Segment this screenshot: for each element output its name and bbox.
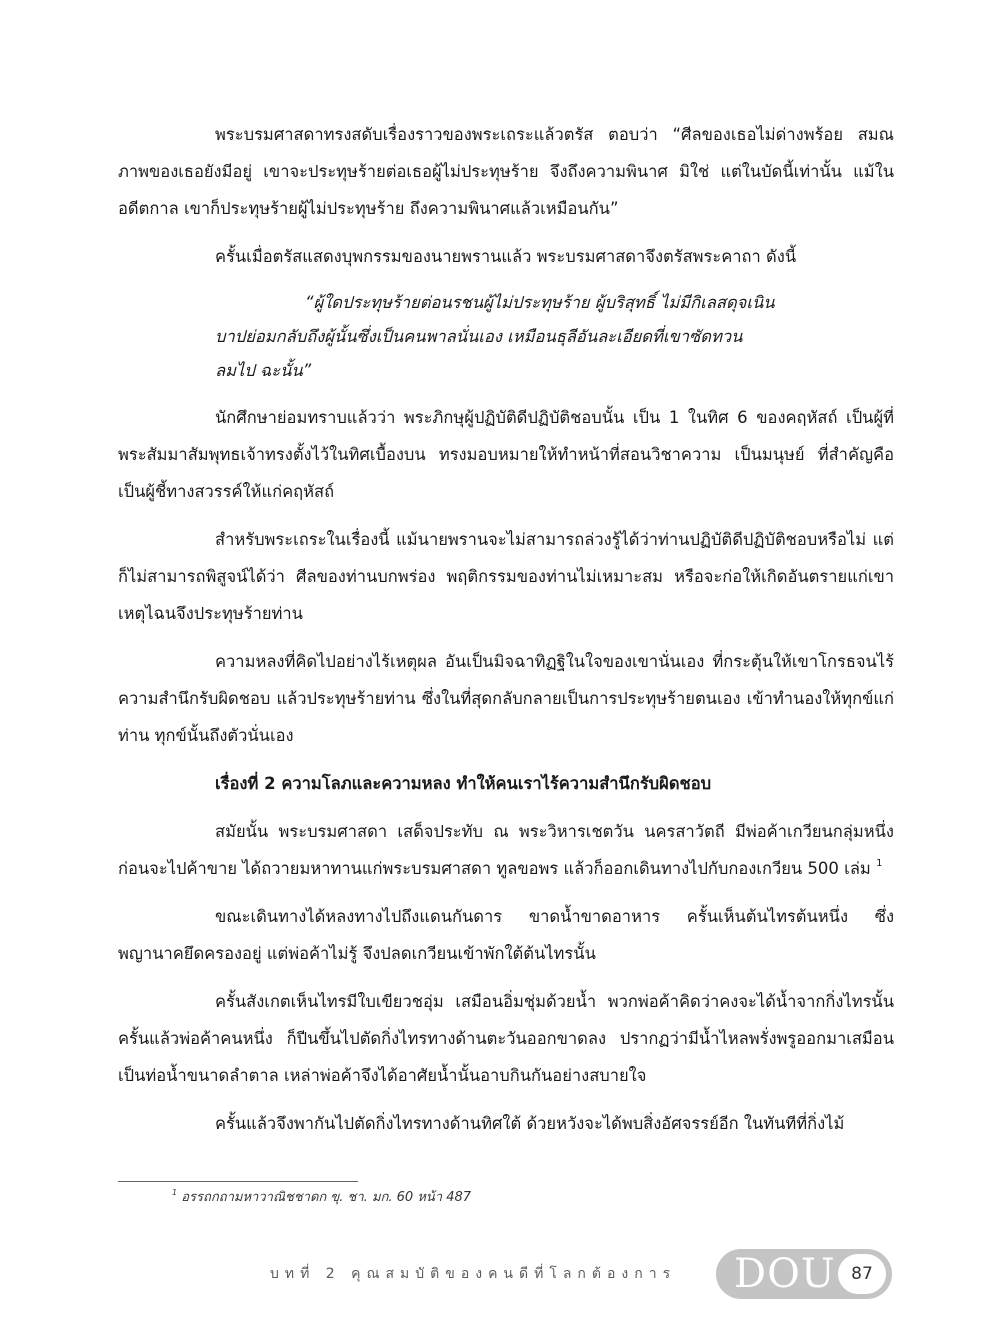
footnote <box>172 1188 471 1208</box>
verse-line: “ผู้ใดประทุษร้ายต่อนรชนผู้ไม่ประทุษร้าย ผู้บริสุทธิ์ ไม่มีกิเลสดุจเนิน <box>305 293 775 312</box>
paragraph: ครั้นแล้วจึงพากันไปตัดกิ่งไทรทางด้านทิศใต้ ด้วยหวังจะได้พบสิ่งอัศจรรย์อีก ในทันทีที่กิ่งไม้ <box>215 1114 845 1133</box>
dou-logo: DOU <box>734 1251 836 1297</box>
chapter-title-footer: บทที่ 2 คุณสมบัติของคนดีที่โลกต้องการ <box>270 1266 677 1282</box>
body-text <box>118 116 894 1153</box>
paragraph: ครั้นเมื่อตรัสแสดงบุพกรรมของนายพรานแล้ว พระบรมศาสดาจึงตรัสพระคาถา ดังนี้ <box>215 247 797 266</box>
footnote-reference: 1 <box>876 858 883 869</box>
paragraph: ครั้นสังเกตเห็นไทรมีใบเขียวชอุ่ม เสมือนอิ่มชุ่มด้วยน้ำ พวกพ่อค้าคิดว่าคงจะได้น้ำจากกิ่งไทรนั้น ครั้นแล้วพ่อค้าคนหนึ่ง ก็ปีนขึ้นไปตัดกิ่งไทรทางด้านตะวันออกขาดลง ปรากฏว่ามีน้ำไหลพรั่งพรูออกมาเสมือนเป็นท่อน้ำขนาดลำตาล เหล่าพ่อค้าจึงได้อาศัยน้ำนั้นอาบกินกันอย่างสบายใจ <box>118 992 894 1085</box>
footnote-mark: 1 <box>172 1188 178 1197</box>
page-badge <box>716 1249 892 1299</box>
verse-line: บาปย่อมกลับถึงผู้นั้นซึ่งเป็นคนพาลนั่นเอง เหมือนธุลีอันละเอียดที่เขาซัดทวน <box>215 327 743 346</box>
footnote-divider <box>118 1181 358 1182</box>
paragraph <box>118 813 894 887</box>
page-number: 87 <box>838 1254 886 1294</box>
paragraph: ความหลงที่คิดไปอย่างไร้เหตุผล อันเป็นมิจฉาทิฏฐิในใจของเขานั่นเอง ที่กระตุ้นให้เขาโกรธจนไร้ความสำนึกรับผิดชอบ แล้วประทุษร้ายท่าน ซึ่งในที่สุดกลับกลายเป็นการประทุษร้ายตนเอง เข้าทำนองให้ทุกข์แก่ท่าน ทุกข์นั้นถึงตัวนั่นเอง <box>118 652 894 745</box>
section-heading: เรื่องที่ 2 ความโลภและความหลง ทำให้คนเราไร้ความสำนึกรับผิดชอบ <box>215 774 712 793</box>
paragraph: นักศึกษาย่อมทราบแล้วว่า พระภิกษุผู้ปฏิบัติดีปฏิบัติชอบนั้น เป็น 1 ในทิศ 6 ของคฤหัสถ์ เป็นผู้ที่พระสัมมาสัมพุทธเจ้าทรงตั้งไว้ในทิศเบื้องบน ทรงมอบหมายให้ทำหน้าที่สอนวิชาความ เป็นมนุษย์ ที่สำคัญคือเป็นผู้ชี้ทางสวรรค์ให้แก่คฤหัสถ์ <box>118 408 894 501</box>
paragraph: สำหรับพระเถระในเรื่องนี้ แม้นายพรานจะไม่สามารถล่วงรู้ได้ว่าท่านปฏิบัติดีปฏิบัติชอบหรือไม่ แต่ก็ไม่สามารถพิสูจน์ได้ว่า ศีลของท่านบกพร่อง พฤติกรรมของท่านไม่เหมาะสม หรือจะก่อให้เกิดอันตรายแก่เขา เหตุไฉนจึงประทุษร้ายท่าน <box>118 530 894 623</box>
verse-quote <box>215 286 894 388</box>
paragraph: ขณะเดินทางได้หลงทางไปถึงแดนกันดาร ขาดน้ำขาดอาหาร ครั้นเห็นต้นไทรต้นหนึ่ง ซึ่งพญานาคยึดครองอยู่ แต่พ่อค้าไม่รู้ จึงปลดเกวียนเข้าพักใต้ต้นไทรนั้น <box>118 907 894 963</box>
paragraph: พระบรมศาสดาทรงสดับเรื่องราวของพระเถระแล้วตรัส ตอบว่า “ศีลของเธอไม่ด่างพร้อย สมณภาพของเธอยังมีอยู่ เขาจะประทุษร้ายต่อเธอผู้ไม่ประทุษร้าย จึงถึงความพินาศ มิใช่ แต่ในบัดนี้เท่านั้น แม้ในอดีตกาล เขาก็ประทุษร้ายผู้ไม่ประทุษร้าย ถึงความพินาศแล้วเหมือนกัน” <box>118 125 894 218</box>
verse-line: ลมไป ฉะนั้น” <box>215 361 312 380</box>
footnote-text: อรรถกถามหาวาณิชชาดก ขุ. ชา. มก. 60 หน้า 487 <box>177 1190 472 1205</box>
paragraph-text: สมัยนั้น พระบรมศาสดา เสด็จประทับ ณ พระวิหารเชตวัน นครสาวัตถี มีพ่อค้าเกวียนกลุ่มหนึ่ง ก่อนจะไปค้าขาย ได้ถวายมหาทานแก่พระบรมศาสดา ทูลขอพร แล้วก็ออกเดินทางไปกับกองเกวียน 500 เล่ม <box>118 822 894 878</box>
